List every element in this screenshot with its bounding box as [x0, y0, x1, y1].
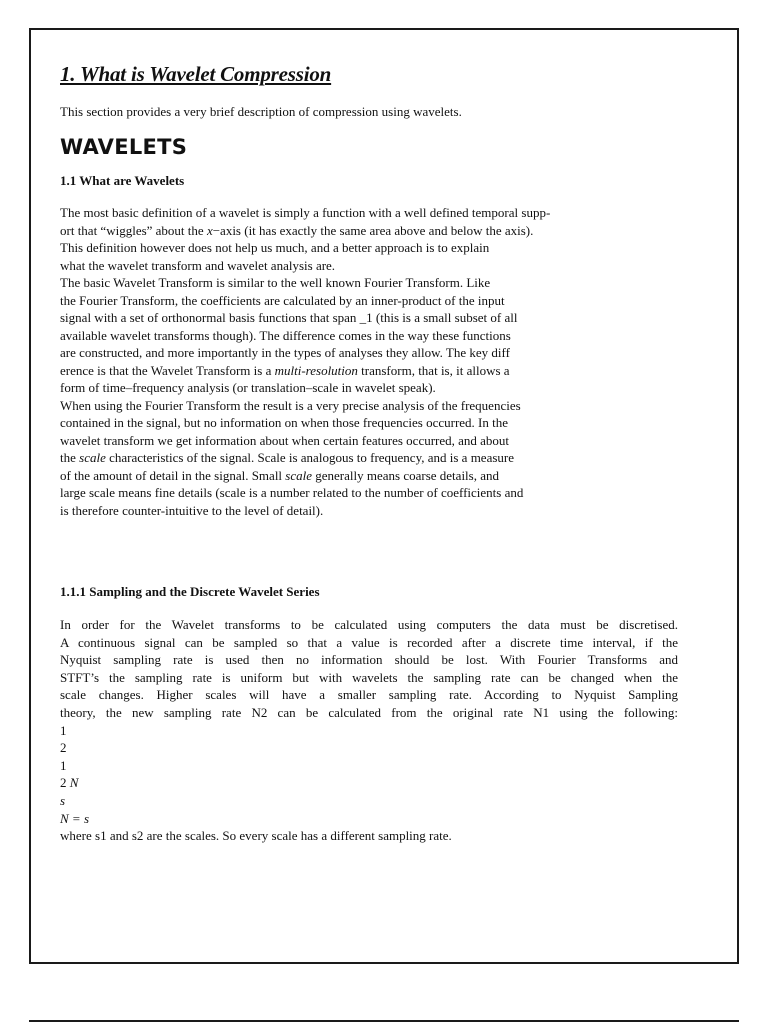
italic-text: multi-resolution	[274, 362, 358, 378]
text-run: the	[60, 450, 80, 465]
text-run: characteristics of the signal. Scale is analogous to frequency, and is a measure	[105, 450, 515, 465]
paragraph-sampling	[60, 616, 678, 722]
formula-line: 2	[60, 740, 67, 756]
text-line: This definition however does not help us much, and a better approach is to explain	[60, 240, 490, 255]
text-line: scale changes. Higher scales will have a smaller sampling rate. According to Nyquist Sampling	[60, 687, 678, 703]
text-line: form of time–frequency analysis (or translation–scale in wavelet speak).	[60, 380, 436, 395]
intro-text: This section provides a very brief description of compression using wavelets.	[60, 104, 462, 119]
text-run: ort that “wiggles” about the	[60, 222, 207, 238]
formula-line	[60, 774, 680, 792]
text-line: The most basic definition of a wavelet is simply a function with a well defined temporal supp-	[60, 205, 551, 220]
text-line: wavelet transform we get information about when certain features occurred, and about	[60, 432, 510, 448]
text-line: contained in the signal, but no information on when those frequencies occurred. In the	[60, 415, 509, 430]
text-line: available wavelet transforms though). The difference comes in the way these functions	[60, 327, 511, 343]
subsection-heading: 1.1 What are Wavelets	[60, 173, 185, 188]
text-line	[60, 362, 680, 380]
text-line: signal with a set of orthonormal basis functions that span _1 (this is a small subset of all	[60, 310, 518, 325]
subsection-heading-sampling: 1.1.1 Sampling and the Discrete Wavelet Series	[60, 584, 320, 599]
formula-line: 1	[60, 722, 67, 738]
text-line: When using the Fourier Transform the result is a very precise analysis of the frequencies	[60, 397, 521, 413]
document-title: 1. What is Wavelet Compression	[60, 62, 332, 86]
paragraph-what-are-wavelets	[60, 204, 680, 519]
text-line: In order for the Wavelet transforms to be calculated using computers the data must be discretised.	[60, 617, 678, 632]
text-line	[60, 222, 680, 240]
formula-line: s	[60, 792, 66, 808]
italic-text: N	[69, 775, 79, 791]
text-line: are constructed, and more importantly in the types of analyses they allow. The key diff	[60, 345, 510, 360]
closing-text: where s1 and s2 are the scales. So every scale has a different sampling rate.	[60, 828, 452, 844]
italic-text: scale	[79, 450, 106, 465]
text-line: is therefore counter-intuitive to the level of detail).	[60, 502, 324, 518]
text-line	[60, 467, 680, 485]
text-line: A continuous signal can be sampled so that a value is recorded after a discrete time interval, if the	[60, 634, 678, 650]
document-content	[60, 62, 680, 845]
italic-text: scale	[285, 467, 313, 483]
text-line: Nyquist sampling rate is used then no information should be lost. With Fourier Transforms and	[60, 652, 678, 668]
text-line	[60, 449, 680, 467]
text-run: of the amount of detail in the signal. Small	[60, 467, 286, 483]
text-run: transform, that is, it allows a	[357, 362, 510, 378]
text-line: The basic Wavelet Transform is similar to the well known Fourier Transform. Like	[60, 275, 491, 290]
formula-line: 1	[60, 757, 67, 773]
formula-block	[60, 722, 680, 828]
text-run: −axis (it has exactly the same area above and below the axis).	[212, 222, 534, 238]
footer-divider	[29, 1020, 739, 1022]
text-run: generally means coarse details, and	[312, 467, 499, 483]
formula-line: N = s	[60, 810, 90, 826]
italic-text: x	[206, 222, 213, 238]
text-run: 2	[60, 775, 70, 791]
text-line: what the wavelet transform and wavelet analysis are.	[60, 257, 336, 273]
text-line: theory, the new sampling rate N2 can be calculated from the original rate N1 using the following:	[60, 704, 678, 720]
text-run: erence is that the Wavelet Transform is a	[60, 362, 275, 378]
text-line: STFT’s the sampling rate is uniform but with wavelets the sampling rate can be changed when the	[60, 669, 678, 685]
text-line: the Fourier Transform, the coefficients are calculated by an inner-product of the input	[60, 292, 505, 308]
text-line: large scale means fine details (scale is a number related to the number of coefficients and	[60, 485, 524, 500]
section-heading: WAVELETS	[60, 135, 188, 159]
